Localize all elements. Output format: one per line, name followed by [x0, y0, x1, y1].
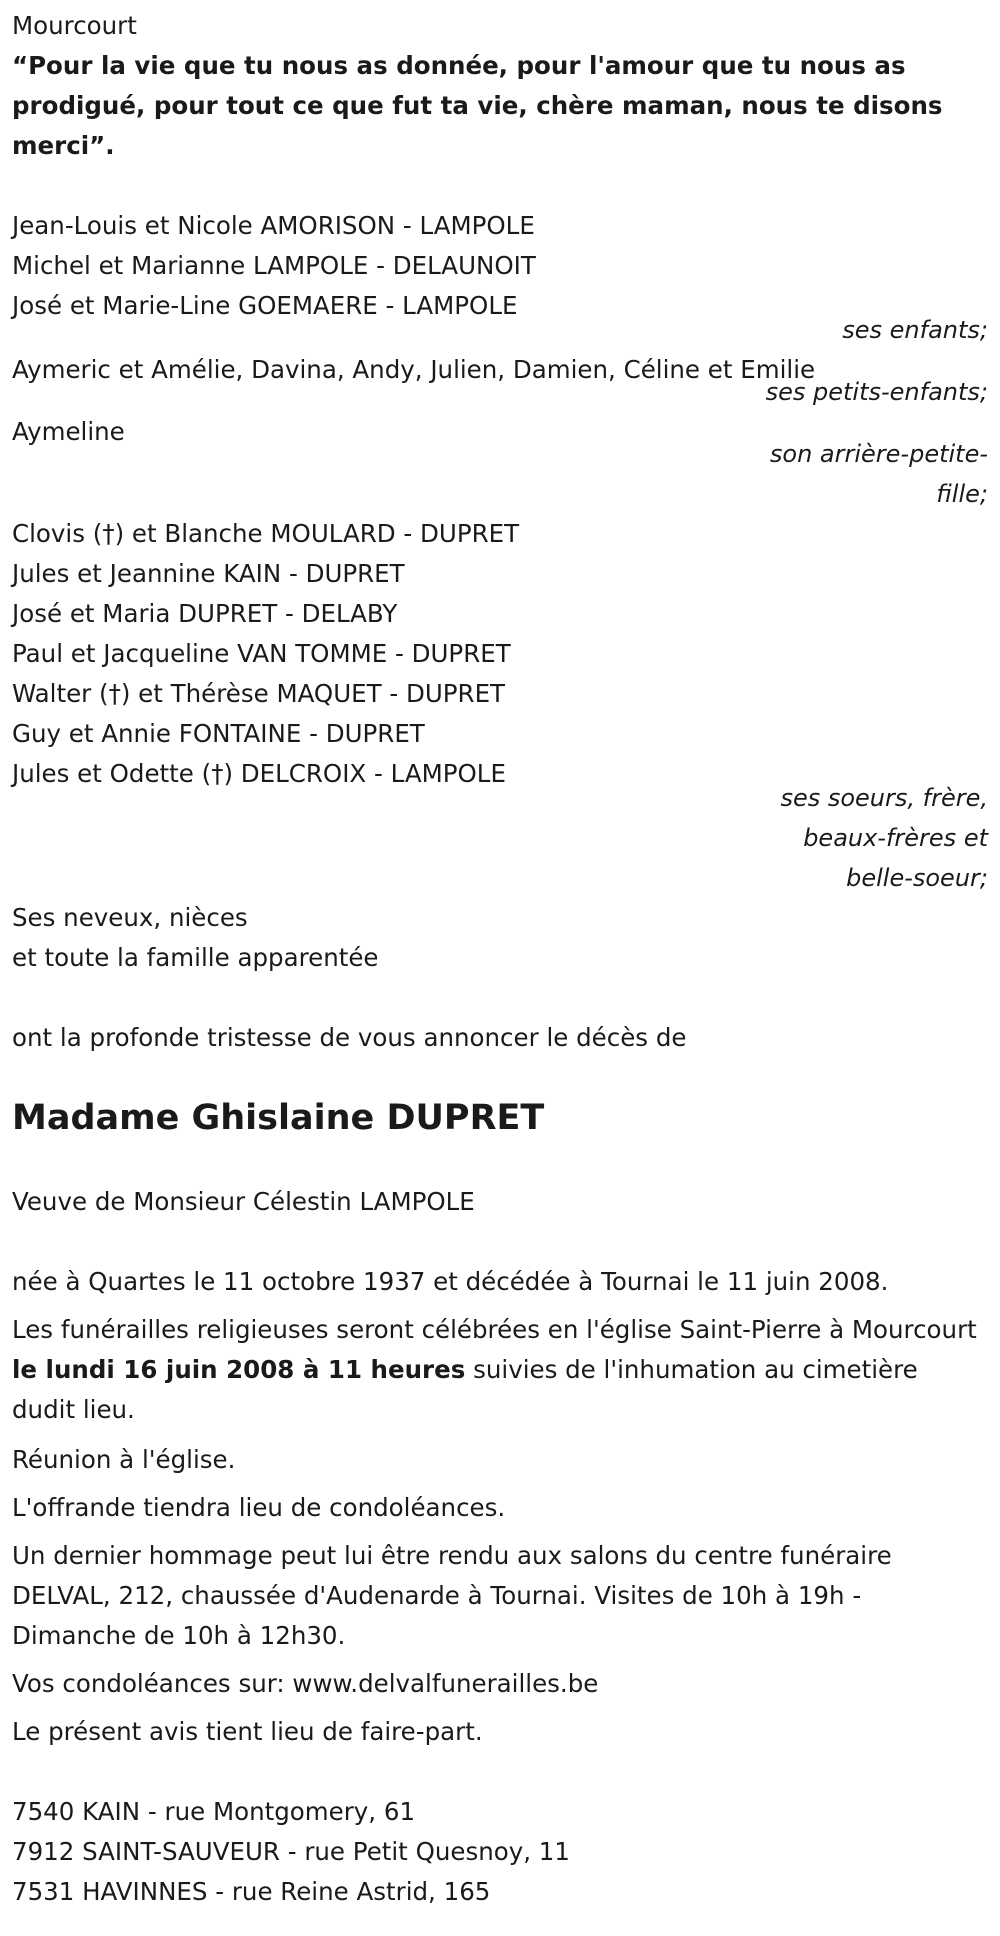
- child-line: Michel et Marianne LAMPOLE - DELAUNOIT: [12, 251, 536, 280]
- family-line: Ses neveux, nièces: [12, 903, 248, 932]
- role-siblings-3: belle-soeur;: [846, 864, 988, 892]
- deceased-name: Madame Ghislaine DUPRET: [12, 1098, 545, 1138]
- sibling-line: Paul et Jacqueline VAN TOMME - DUPRET: [12, 639, 511, 668]
- role-children: ses enfants;: [842, 316, 988, 344]
- funeral-text-1: Les funérailles religieuses seront célébrées en l'église Saint-Pierre à Mourcourt: [12, 1315, 977, 1344]
- funeral-paragraph: [12, 1310, 982, 1430]
- sibling-line: Jules et Odette (†) DELCROIX - LAMPOLE: [12, 759, 506, 788]
- meeting-note: Réunion à l'église.: [12, 1445, 236, 1474]
- role-grandchildren: ses petits-enfants;: [765, 378, 988, 406]
- sibling-line: Jules et Jeannine KAIN - DUPRET: [12, 559, 405, 588]
- address-line: 7531 HAVINNES - rue Reine Astrid, 165: [12, 1877, 491, 1906]
- funeral-date: le lundi 16 juin 2008 à 11 heures: [12, 1355, 466, 1384]
- funeral-text-2: suivies de l'inhumation au cimetière dudit lieu.: [12, 1355, 918, 1424]
- role-siblings-2: beaux-frères et: [803, 824, 988, 852]
- birth-death-line: née à Quartes le 11 octobre 1937 et décédée à Tournai le 11 juin 2008.: [12, 1267, 889, 1296]
- role-siblings-1: ses soeurs, frère,: [780, 784, 988, 812]
- widow-line: Veuve de Monsieur Célestin LAMPOLE: [12, 1187, 475, 1216]
- sibling-line: José et Maria DUPRET - DELABY: [12, 599, 398, 628]
- sibling-line: Clovis (†) et Blanche MOULARD - DUPRET: [12, 519, 520, 548]
- quote: “Pour la vie que tu nous as donnée, pour l'amour que tu nous as prodigué, pour tout ce que fut ta vie, chère maman, nous te disons merci”.: [12, 51, 943, 160]
- grandchildren-line: Aymeric et Amélie, Davina, Andy, Julien, Damien, Céline et Emilie: [12, 355, 816, 384]
- family-line: et toute la famille apparentée: [12, 943, 379, 972]
- condolences-note: Vos condoléances sur: www.delvalfunerailles.be: [12, 1669, 599, 1698]
- child-line: José et Marie-Line GOEMAERE - LAMPOLE: [12, 291, 518, 320]
- role-great-grandchild-2: fille;: [936, 480, 988, 508]
- place-heading: Mourcourt: [12, 11, 137, 40]
- homage-note: Un dernier hommage peut lui être rendu aux salons du centre funéraire DELVAL, 212, chaussée d'Audenarde à Tournai. Visites de 10h à 19h - Dimanche de 10h à 12h30.: [12, 1541, 892, 1650]
- child-line: Jean-Louis et Nicole AMORISON - LAMPOLE: [12, 211, 535, 240]
- role-great-grandchild-1: son arrière-petite-: [769, 440, 988, 468]
- sibling-line: Walter (†) et Thérèse MAQUET - DUPRET: [12, 679, 506, 708]
- address-line: 7540 KAIN - rue Montgomery, 61: [12, 1797, 416, 1826]
- great-grandchild-line: Aymeline: [12, 417, 125, 446]
- notice-note: Le présent avis tient lieu de faire-part.: [12, 1717, 483, 1746]
- announcement: ont la profonde tristesse de vous annoncer le décès de: [12, 1023, 687, 1052]
- sibling-line: Guy et Annie FONTAINE - DUPRET: [12, 719, 425, 748]
- address-line: 7912 SAINT-SAUVEUR - rue Petit Quesnoy, 11: [12, 1837, 570, 1866]
- offering-note: L'offrande tiendra lieu de condoléances.: [12, 1493, 506, 1522]
